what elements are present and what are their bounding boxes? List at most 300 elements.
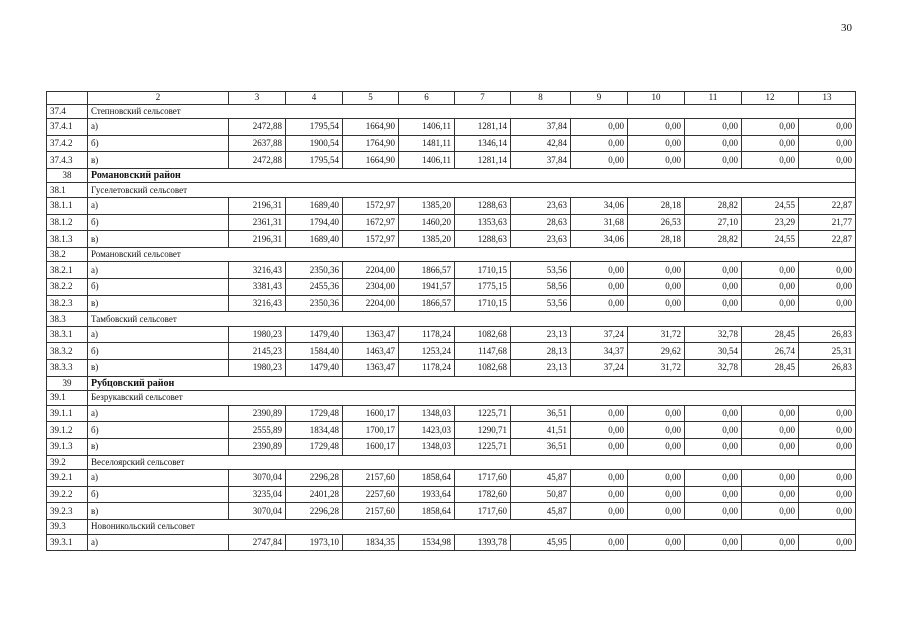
value-cell: 45,95 — [511, 534, 571, 551]
value-cell: 31,72 — [628, 326, 685, 343]
column-header: 5 — [343, 92, 399, 105]
value-cell: 2350,36 — [286, 262, 343, 279]
value-cell: 1572,97 — [343, 198, 399, 215]
value-cell: 1710,15 — [455, 262, 511, 279]
value-cell: 23,29 — [742, 214, 799, 231]
column-header: 11 — [685, 92, 742, 105]
value-cell: 0,00 — [571, 279, 628, 296]
value-cell: 2145,23 — [229, 343, 286, 360]
value-cell: 0,00 — [628, 135, 685, 152]
value-cell: 0,00 — [799, 119, 856, 136]
value-cell: 0,00 — [571, 152, 628, 169]
value-cell: 2361,31 — [229, 214, 286, 231]
value-cell: 0,00 — [628, 262, 685, 279]
value-cell: 0,00 — [799, 295, 856, 312]
value-cell: 1689,40 — [286, 198, 343, 215]
row-code: 37.4.3 — [47, 152, 88, 169]
table-row — [47, 231, 856, 248]
value-cell: 1710,15 — [455, 295, 511, 312]
value-cell: 28,63 — [511, 214, 571, 231]
value-cell: 1700,17 — [343, 422, 399, 439]
settlement-title: Веселоярский сельсовет — [88, 455, 856, 470]
value-cell: 0,00 — [628, 486, 685, 503]
value-cell: 1082,68 — [455, 360, 511, 377]
value-cell: 25,31 — [799, 343, 856, 360]
row-code: 38.3.1 — [47, 326, 88, 343]
value-cell: 0,00 — [685, 135, 742, 152]
value-cell: 3070,04 — [229, 503, 286, 520]
row-code: 37.4.2 — [47, 135, 88, 152]
column-header: 6 — [399, 92, 455, 105]
value-cell: 1353,63 — [455, 214, 511, 231]
table-row — [47, 295, 856, 312]
value-cell: 37,84 — [511, 152, 571, 169]
value-cell: 2390,89 — [229, 405, 286, 422]
value-cell: 2390,89 — [229, 438, 286, 455]
value-cell: 0,00 — [799, 152, 856, 169]
value-cell: 0,00 — [628, 438, 685, 455]
value-cell: 45,87 — [511, 503, 571, 520]
row-code: 39.3 — [47, 519, 88, 534]
value-cell: 0,00 — [628, 534, 685, 551]
row-variant: б) — [88, 422, 229, 439]
value-cell: 28,82 — [685, 198, 742, 215]
value-cell: 23,63 — [511, 231, 571, 248]
settlement-title: Безрукавский сельсовет — [88, 391, 856, 406]
value-cell: 58,56 — [511, 279, 571, 296]
value-cell: 0,00 — [742, 135, 799, 152]
value-cell: 0,00 — [799, 135, 856, 152]
value-cell: 1225,71 — [455, 438, 511, 455]
table-row — [47, 152, 856, 169]
value-cell: 1584,40 — [286, 343, 343, 360]
value-cell: 0,00 — [742, 119, 799, 136]
row-code: 39.2.1 — [47, 470, 88, 487]
column-header: 8 — [511, 92, 571, 105]
value-cell: 1717,60 — [455, 470, 511, 487]
value-cell: 0,00 — [685, 534, 742, 551]
value-cell: 1933,64 — [399, 486, 455, 503]
table-row — [47, 470, 856, 487]
table-row — [47, 486, 856, 503]
value-cell: 0,00 — [571, 438, 628, 455]
value-cell: 2296,28 — [286, 503, 343, 520]
value-cell: 1423,03 — [399, 422, 455, 439]
value-cell: 2401,28 — [286, 486, 343, 503]
value-cell: 2455,36 — [286, 279, 343, 296]
row-code: 39.2 — [47, 455, 88, 470]
value-cell: 1225,71 — [455, 405, 511, 422]
row-variant: в) — [88, 295, 229, 312]
value-cell: 1717,60 — [455, 503, 511, 520]
value-cell: 0,00 — [685, 405, 742, 422]
value-cell: 30,54 — [685, 343, 742, 360]
value-cell: 2350,36 — [286, 295, 343, 312]
value-cell: 1764,90 — [343, 135, 399, 152]
value-cell: 1288,63 — [455, 198, 511, 215]
value-cell: 0,00 — [799, 279, 856, 296]
value-cell: 1941,57 — [399, 279, 455, 296]
value-cell: 1794,40 — [286, 214, 343, 231]
row-variant: б) — [88, 343, 229, 360]
value-cell: 3216,43 — [229, 295, 286, 312]
row-code: 39.1 — [47, 391, 88, 406]
row-code: 38.2.3 — [47, 295, 88, 312]
value-cell: 1253,24 — [399, 343, 455, 360]
value-cell: 26,83 — [799, 326, 856, 343]
value-cell: 1346,14 — [455, 135, 511, 152]
value-cell: 1858,64 — [399, 503, 455, 520]
row-variant: а) — [88, 119, 229, 136]
value-cell: 2196,31 — [229, 231, 286, 248]
value-cell: 22,87 — [799, 231, 856, 248]
settlement-row — [47, 312, 856, 327]
row-variant: в) — [88, 360, 229, 377]
value-cell: 34,06 — [571, 198, 628, 215]
value-cell: 0,00 — [799, 405, 856, 422]
value-cell: 28,18 — [628, 231, 685, 248]
row-variant: а) — [88, 198, 229, 215]
value-cell: 2204,00 — [343, 295, 399, 312]
value-cell: 0,00 — [685, 438, 742, 455]
value-cell: 26,74 — [742, 343, 799, 360]
settlement-row — [47, 183, 856, 198]
settlement-row — [47, 455, 856, 470]
value-cell: 1393,78 — [455, 534, 511, 551]
value-cell: 0,00 — [571, 470, 628, 487]
value-cell: 0,00 — [799, 438, 856, 455]
table-row — [47, 360, 856, 377]
value-cell: 1479,40 — [286, 360, 343, 377]
value-cell: 1406,11 — [399, 119, 455, 136]
row-variant: а) — [88, 405, 229, 422]
value-cell: 31,68 — [571, 214, 628, 231]
table-body — [47, 92, 856, 551]
value-cell: 1281,14 — [455, 119, 511, 136]
value-cell: 1363,47 — [343, 360, 399, 377]
row-variant: б) — [88, 279, 229, 296]
value-cell: 1288,63 — [455, 231, 511, 248]
row-variant: в) — [88, 503, 229, 520]
value-cell: 2304,00 — [343, 279, 399, 296]
settlement-title: Степновский сельсовет — [88, 104, 856, 119]
value-cell: 2472,88 — [229, 119, 286, 136]
row-variant: б) — [88, 135, 229, 152]
value-cell: 1834,48 — [286, 422, 343, 439]
value-cell: 2196,31 — [229, 198, 286, 215]
value-cell: 1980,23 — [229, 360, 286, 377]
value-cell: 1973,10 — [286, 534, 343, 551]
row-code: 37.4 — [47, 104, 88, 119]
settlement-title: Гуселетовский сельсовет — [88, 183, 856, 198]
region-row — [47, 168, 856, 183]
value-cell: 1534,98 — [399, 534, 455, 551]
value-cell: 29,62 — [628, 343, 685, 360]
value-cell: 1348,03 — [399, 438, 455, 455]
row-variant: в) — [88, 438, 229, 455]
region-title: Романовский район — [88, 168, 856, 183]
value-cell: 34,06 — [571, 231, 628, 248]
value-cell: 1689,40 — [286, 231, 343, 248]
row-variant: а) — [88, 262, 229, 279]
value-cell: 28,13 — [511, 343, 571, 360]
value-cell: 1834,35 — [343, 534, 399, 551]
value-cell: 0,00 — [685, 295, 742, 312]
row-code: 38.1 — [47, 183, 88, 198]
value-cell: 0,00 — [685, 152, 742, 169]
table-row — [47, 135, 856, 152]
value-cell: 0,00 — [571, 135, 628, 152]
value-cell: 0,00 — [742, 486, 799, 503]
row-code: 39.1.1 — [47, 405, 88, 422]
value-cell: 0,00 — [628, 422, 685, 439]
table-row — [47, 422, 856, 439]
value-cell: 0,00 — [571, 486, 628, 503]
row-code: 38.2 — [47, 247, 88, 262]
table-row — [47, 214, 856, 231]
value-cell: 0,00 — [628, 295, 685, 312]
value-cell: 1385,20 — [399, 231, 455, 248]
value-cell: 3070,04 — [229, 470, 286, 487]
value-cell: 0,00 — [685, 279, 742, 296]
value-cell: 2257,60 — [343, 486, 399, 503]
value-cell: 53,56 — [511, 295, 571, 312]
value-cell: 1348,03 — [399, 405, 455, 422]
table-row — [47, 534, 856, 551]
value-cell: 1479,40 — [286, 326, 343, 343]
value-cell: 1385,20 — [399, 198, 455, 215]
value-cell: 0,00 — [685, 486, 742, 503]
value-cell: 1460,20 — [399, 214, 455, 231]
value-cell: 0,00 — [571, 262, 628, 279]
value-cell: 28,45 — [742, 360, 799, 377]
value-cell: 0,00 — [742, 279, 799, 296]
value-cell: 0,00 — [628, 405, 685, 422]
value-cell: 0,00 — [571, 295, 628, 312]
value-cell: 1672,97 — [343, 214, 399, 231]
row-code: 38.2.1 — [47, 262, 88, 279]
value-cell: 0,00 — [799, 262, 856, 279]
row-code: 38.3.2 — [47, 343, 88, 360]
row-variant: в) — [88, 231, 229, 248]
value-cell: 23,13 — [511, 360, 571, 377]
value-cell: 2157,60 — [343, 503, 399, 520]
row-code: 38.1.1 — [47, 198, 88, 215]
value-cell: 34,37 — [571, 343, 628, 360]
column-header-row — [47, 92, 856, 105]
column-header: 4 — [286, 92, 343, 105]
column-header-empty — [47, 92, 88, 105]
page-number: 30 — [841, 22, 852, 34]
value-cell: 1866,57 — [399, 295, 455, 312]
row-code: 38.3.3 — [47, 360, 88, 377]
value-cell: 1729,48 — [286, 405, 343, 422]
table-row — [47, 326, 856, 343]
row-code: 38.3 — [47, 312, 88, 327]
value-cell: 37,24 — [571, 360, 628, 377]
value-cell: 1481,11 — [399, 135, 455, 152]
settlement-title: Романовский сельсовет — [88, 247, 856, 262]
value-cell: 1866,57 — [399, 262, 455, 279]
value-cell: 42,84 — [511, 135, 571, 152]
value-cell: 3381,43 — [229, 279, 286, 296]
row-variant: в) — [88, 152, 229, 169]
value-cell: 0,00 — [685, 422, 742, 439]
value-cell: 1290,71 — [455, 422, 511, 439]
value-cell: 26,53 — [628, 214, 685, 231]
value-cell: 1363,47 — [343, 326, 399, 343]
value-cell: 0,00 — [571, 503, 628, 520]
column-header: 9 — [571, 92, 628, 105]
value-cell: 22,87 — [799, 198, 856, 215]
value-cell: 0,00 — [799, 422, 856, 439]
value-cell: 0,00 — [685, 470, 742, 487]
value-cell: 1795,54 — [286, 119, 343, 136]
settlement-row — [47, 519, 856, 534]
value-cell: 1664,90 — [343, 152, 399, 169]
value-cell: 0,00 — [628, 279, 685, 296]
value-cell: 0,00 — [742, 438, 799, 455]
value-cell: 0,00 — [742, 470, 799, 487]
value-cell: 36,51 — [511, 405, 571, 422]
region-row — [47, 376, 856, 391]
table-row — [47, 279, 856, 296]
value-cell: 26,83 — [799, 360, 856, 377]
value-cell: 36,51 — [511, 438, 571, 455]
value-cell: 0,00 — [571, 534, 628, 551]
value-cell: 28,18 — [628, 198, 685, 215]
value-cell: 28,82 — [685, 231, 742, 248]
row-code: 38 — [47, 168, 88, 183]
value-cell: 0,00 — [628, 119, 685, 136]
value-cell: 1980,23 — [229, 326, 286, 343]
value-cell: 0,00 — [685, 503, 742, 520]
value-cell: 1572,97 — [343, 231, 399, 248]
value-cell: 0,00 — [799, 534, 856, 551]
row-variant: б) — [88, 214, 229, 231]
value-cell: 2296,28 — [286, 470, 343, 487]
column-header: 12 — [742, 92, 799, 105]
value-cell: 0,00 — [628, 152, 685, 169]
value-cell: 24,55 — [742, 198, 799, 215]
row-code: 39.1.3 — [47, 438, 88, 455]
table-row — [47, 503, 856, 520]
value-cell: 0,00 — [571, 119, 628, 136]
table-row — [47, 119, 856, 136]
value-cell: 28,45 — [742, 326, 799, 343]
row-variant: а) — [88, 470, 229, 487]
value-cell: 41,51 — [511, 422, 571, 439]
value-cell: 27,10 — [685, 214, 742, 231]
value-cell: 24,55 — [742, 231, 799, 248]
value-cell: 50,87 — [511, 486, 571, 503]
value-cell: 0,00 — [685, 119, 742, 136]
value-cell: 2555,89 — [229, 422, 286, 439]
column-header: 7 — [455, 92, 511, 105]
table-row — [47, 343, 856, 360]
row-variant: а) — [88, 534, 229, 551]
value-cell: 1729,48 — [286, 438, 343, 455]
row-variant: а) — [88, 326, 229, 343]
value-cell: 0,00 — [571, 422, 628, 439]
value-cell: 3216,43 — [229, 262, 286, 279]
row-code: 39.2.3 — [47, 503, 88, 520]
value-cell: 1147,68 — [455, 343, 511, 360]
value-cell: 1775,15 — [455, 279, 511, 296]
value-cell: 1600,17 — [343, 438, 399, 455]
value-cell: 0,00 — [742, 295, 799, 312]
value-cell: 0,00 — [742, 262, 799, 279]
value-cell: 1600,17 — [343, 405, 399, 422]
value-cell: 0,00 — [799, 486, 856, 503]
value-cell: 0,00 — [628, 470, 685, 487]
value-cell: 23,13 — [511, 326, 571, 343]
value-cell: 0,00 — [799, 503, 856, 520]
row-code: 39.2.2 — [47, 486, 88, 503]
value-cell: 0,00 — [628, 503, 685, 520]
value-cell: 0,00 — [685, 262, 742, 279]
value-cell: 1082,68 — [455, 326, 511, 343]
value-cell: 0,00 — [742, 152, 799, 169]
column-header: 13 — [799, 92, 856, 105]
value-cell: 1178,24 — [399, 326, 455, 343]
value-cell: 32,78 — [685, 360, 742, 377]
row-variant: б) — [88, 486, 229, 503]
tariff-table — [46, 91, 856, 551]
row-code: 38.1.3 — [47, 231, 88, 248]
value-cell: 2472,88 — [229, 152, 286, 169]
value-cell: 1664,90 — [343, 119, 399, 136]
value-cell: 2157,60 — [343, 470, 399, 487]
settlement-row — [47, 391, 856, 406]
row-code: 39.1.2 — [47, 422, 88, 439]
region-title: Рубцовский район — [88, 376, 856, 391]
settlement-title: Новоникольский сельсовет — [88, 519, 856, 534]
table-row — [47, 198, 856, 215]
row-code: 38.1.2 — [47, 214, 88, 231]
value-cell: 1782,60 — [455, 486, 511, 503]
row-code: 39.3.1 — [47, 534, 88, 551]
row-code: 38.2.2 — [47, 279, 88, 296]
column-header: 3 — [229, 92, 286, 105]
value-cell: 45,87 — [511, 470, 571, 487]
row-code: 37.4.1 — [47, 119, 88, 136]
value-cell: 0,00 — [742, 422, 799, 439]
settlement-title: Тамбовский сельсовет — [88, 312, 856, 327]
value-cell: 0,00 — [571, 405, 628, 422]
value-cell: 3235,04 — [229, 486, 286, 503]
table-row — [47, 438, 856, 455]
value-cell: 1795,54 — [286, 152, 343, 169]
value-cell: 53,56 — [511, 262, 571, 279]
settlement-row — [47, 104, 856, 119]
value-cell: 1178,24 — [399, 360, 455, 377]
value-cell: 21,77 — [799, 214, 856, 231]
value-cell: 0,00 — [742, 405, 799, 422]
value-cell: 32,78 — [685, 326, 742, 343]
value-cell: 37,84 — [511, 119, 571, 136]
value-cell: 0,00 — [799, 470, 856, 487]
value-cell: 0,00 — [742, 534, 799, 551]
value-cell: 0,00 — [742, 503, 799, 520]
table-row — [47, 405, 856, 422]
value-cell: 1463,47 — [343, 343, 399, 360]
table-row — [47, 262, 856, 279]
value-cell: 2637,88 — [229, 135, 286, 152]
value-cell: 37,24 — [571, 326, 628, 343]
value-cell: 1900,54 — [286, 135, 343, 152]
value-cell: 2747,84 — [229, 534, 286, 551]
